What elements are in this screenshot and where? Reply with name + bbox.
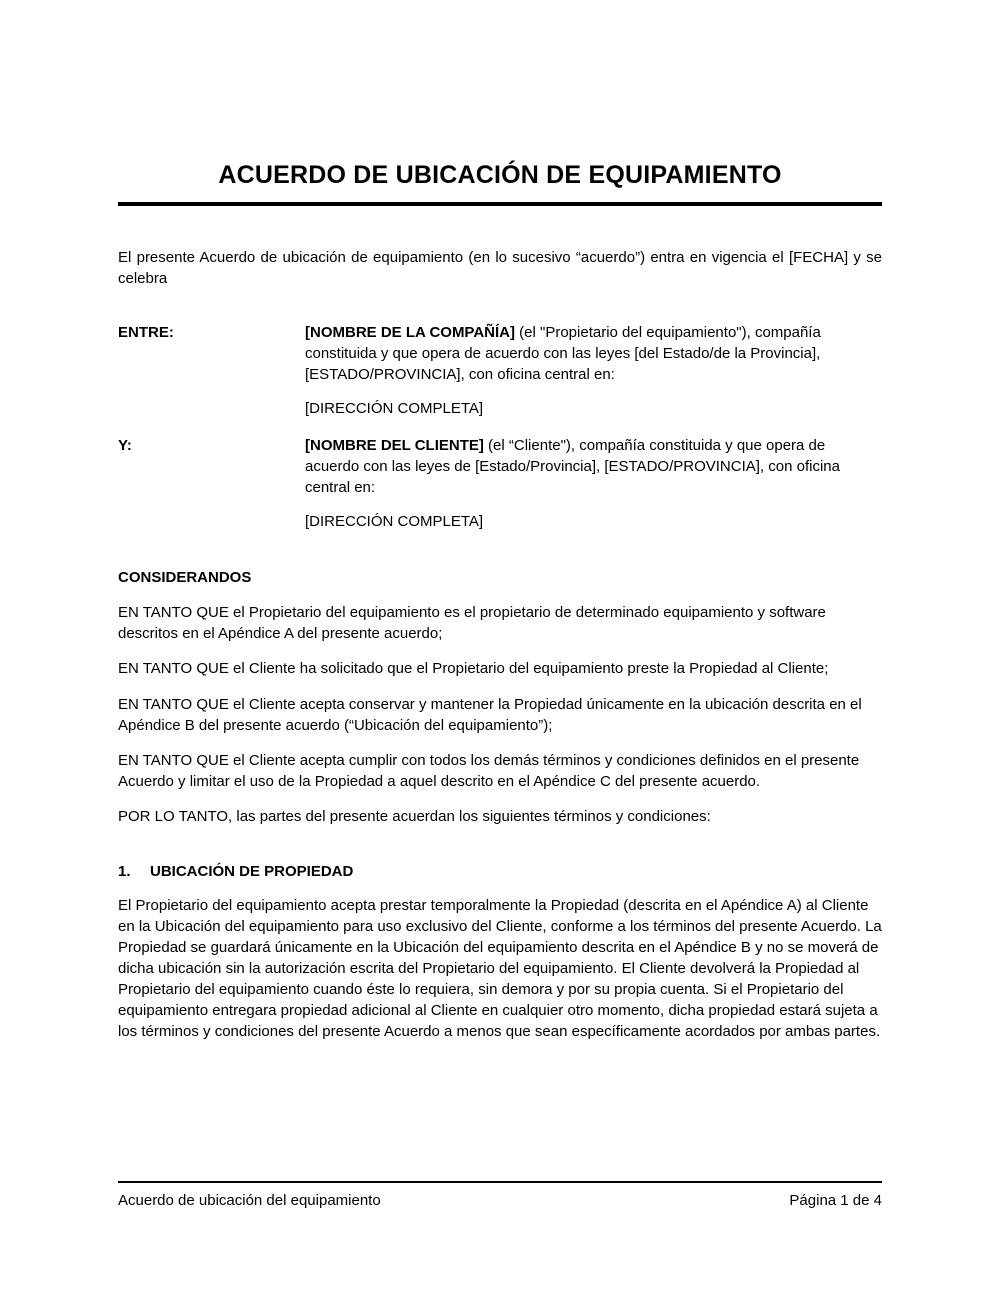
party-text-company: (el "Propietario del equipamiento"), compañía constituida y que opera de acuerdo con las leyes [del Estado/de la Provincia], [ESTADO/PROVINCIA], con oficina central en: <box>305 324 821 383</box>
recitals-heading: CONSIDERANDOS <box>118 569 252 586</box>
party-description-company <box>305 322 882 385</box>
party-block-company <box>118 322 882 419</box>
page-footer <box>118 1181 882 1211</box>
therefore-paragraph: POR LO TANTO, las partes del presente acuerdan los siguientes términos y condiciones: <box>118 808 711 825</box>
party-address-company: [DIRECCIÓN COMPLETA] <box>305 400 484 417</box>
recital-paragraph-1: EN TANTO QUE el Propietario del equipamiento es el propietario de determinado equipamiento y software descritos en el Apéndice A del presente acuerdo; <box>118 604 826 642</box>
party-label-entre: ENTRE: <box>118 324 174 341</box>
party-block-client <box>118 435 882 532</box>
footer-divider <box>118 1181 882 1183</box>
title-divider <box>118 202 882 206</box>
party-body-company <box>305 322 882 419</box>
section-1-number: 1. <box>118 863 131 880</box>
section-1-body: El Propietario del equipamiento acepta prestar temporalmente la Propiedad (descrita en el Apéndice A) al Cliente en la Ubicación del equipamiento para uso exclusivo del Cliente, conforme a los términos del presente Acuerdo. La Propiedad se guardará únicamente en la Ubicación del equipamiento descrita en el Apéndice B y no se moverá de dicha ubicación sin la autorización escrita del Propietario del equipamiento. El Cliente devolverá la Propiedad al Propietario del equipamiento cuando éste lo requiera, sin demora y por su propia cuenta. Si el Propietario del equipamiento entregara propiedad adicional al Cliente en cualquier otro momento, dicha propiedad estará sujeta a los términos y condiciones del presente Acuerdo a menos que sean específicamente acordados por ambas partes. <box>118 897 882 1040</box>
recital-paragraph-2: EN TANTO QUE el Cliente ha solicitado que el Propietario del equipamiento preste la Propiedad al Cliente; <box>118 660 829 677</box>
party-name-company: [NOMBRE DE LA COMPAÑÍA] <box>305 324 515 341</box>
party-body-client <box>305 435 882 532</box>
party-text-client: (el “Cliente"), compañía constituida y que opera de acuerdo con las leyes de [Estado/Provincia], [ESTADO/PROVINCIA], con oficina central en: <box>305 437 840 496</box>
footer-row <box>118 1190 882 1211</box>
footer-document-name: Acuerdo de ubicación del equipamiento <box>118 1192 381 1209</box>
recital-paragraph-3: EN TANTO QUE el Cliente acepta conservar y mantener la Propiedad únicamente en la ubicación descrita en el Apéndice B del presente acuerdo (“Ubicación del equipamiento”); <box>118 696 862 734</box>
party-label-y: Y: <box>118 437 132 454</box>
party-address-client: [DIRECCIÓN COMPLETA] <box>305 513 484 530</box>
footer-page-number: Página 1 de 4 <box>789 1192 882 1209</box>
page-title: ACUERDO DE UBICACIÓN DE EQUIPAMIENTO <box>218 161 782 189</box>
section-1-title: UBICACIÓN DE PROPIEDAD <box>150 863 354 880</box>
recital-paragraph-4: EN TANTO QUE el Cliente acepta cumplir con todos los demás términos y condiciones definidos en el presente Acuerdo y limitar el uso de la Propiedad a aquel descrito en el Apéndice C del presente acuerdo. <box>118 752 860 790</box>
section-1-heading <box>118 861 882 882</box>
intro-paragraph: El presente Acuerdo de ubicación de equipamiento (en lo sucesivo “acuerdo”) entra en vigencia el [FECHA] y se celebra <box>118 249 882 287</box>
party-name-client: [NOMBRE DEL CLIENTE] <box>305 437 484 454</box>
party-description-client <box>305 435 882 498</box>
